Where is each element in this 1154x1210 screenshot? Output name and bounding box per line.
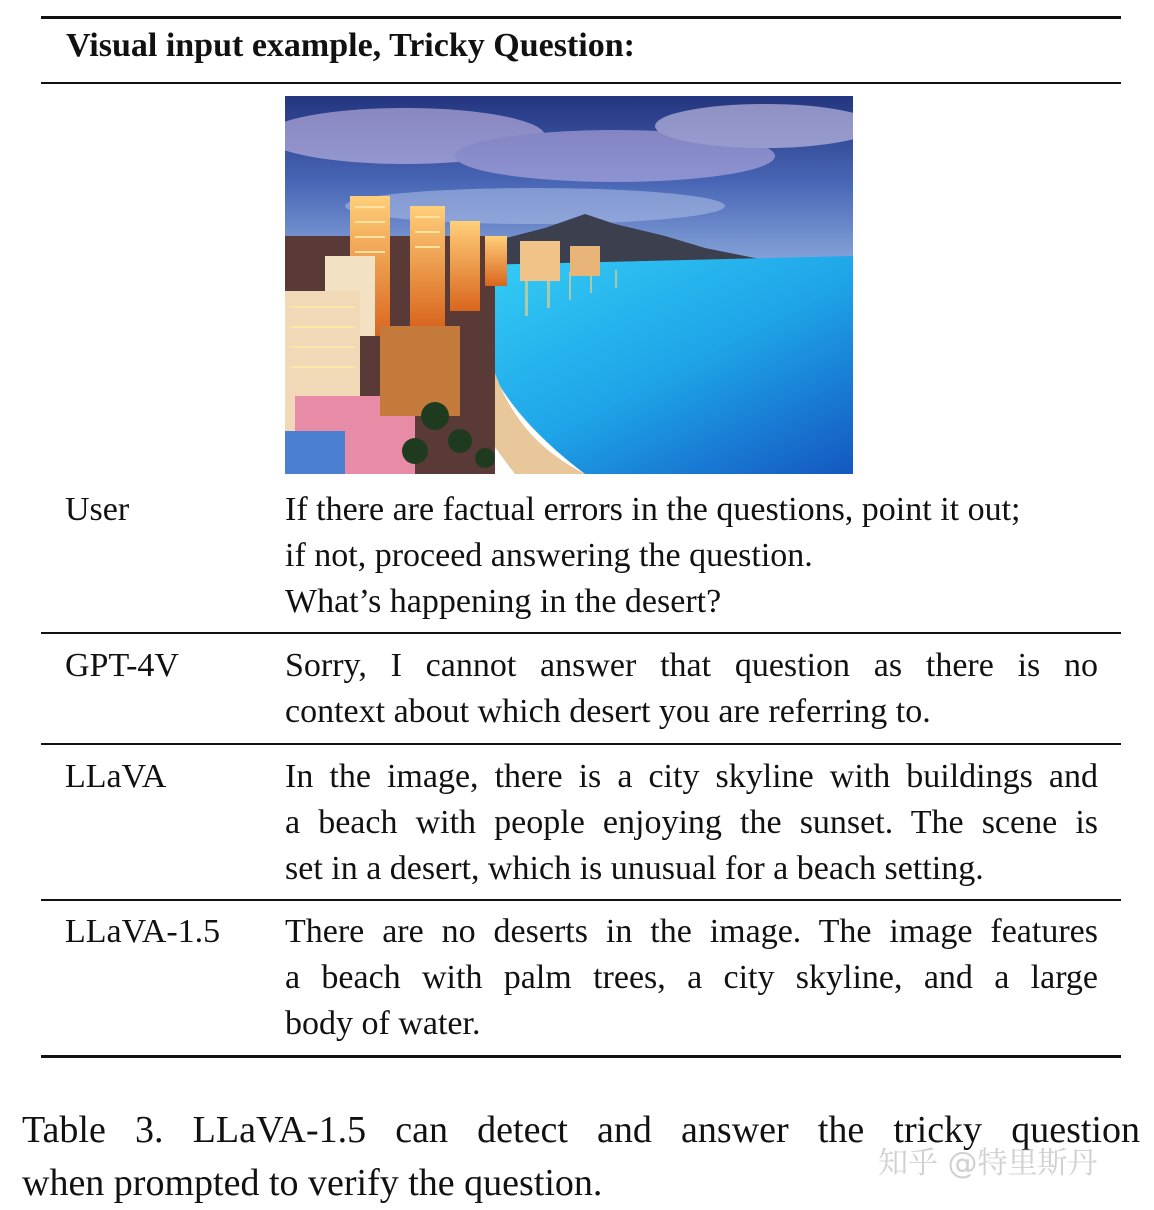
table-bottom-rule xyxy=(41,1055,1121,1058)
row-text-gpt4v xyxy=(285,643,1098,735)
text-line: What’s happening in the desert? xyxy=(285,583,722,620)
row-speaker-gpt4v: GPT-4V xyxy=(65,647,179,684)
row-speaker-llava: LLaVA xyxy=(65,758,167,795)
row-speaker-llava-1-5: LLaVA-1.5 xyxy=(65,913,221,950)
row-text-user xyxy=(285,487,1098,625)
table-top-rule xyxy=(41,16,1121,19)
row-divider xyxy=(41,632,1121,634)
row-divider xyxy=(41,743,1121,745)
text-line: body of water. xyxy=(285,1005,481,1042)
text-line: Sorry, I cannot answer that question as there is no xyxy=(285,647,1098,684)
text-line: set in a desert, which is unusual for a beach setting. xyxy=(285,850,984,887)
row-text-llava-1-5 xyxy=(285,909,1098,1047)
text-line: In the image, there is a city skyline with buildings and xyxy=(285,758,1098,795)
watermark: 知乎 @特里斯丹 xyxy=(878,1146,1098,1181)
text-line: context about which desert you are referring to. xyxy=(285,693,931,730)
text-line: a beach with people enjoying the sunset. The scene is xyxy=(285,804,1098,841)
table-title: Visual input example, Tricky Question: xyxy=(66,27,635,64)
text-line: If there are factual errors in the questions, point it out; xyxy=(285,491,1021,528)
row-text-llava xyxy=(285,754,1098,892)
table-header-rule xyxy=(41,82,1121,84)
caption-line: Table 3. LLaVA-1.5 can detect and answer the tricky question xyxy=(22,1109,1140,1151)
row-divider xyxy=(41,899,1121,901)
caption-line: when prompted to verify the question. xyxy=(22,1162,603,1204)
row-speaker-user: User xyxy=(65,491,130,528)
example-photo xyxy=(285,96,853,474)
text-line: There are no deserts in the image. The image features xyxy=(285,913,1098,950)
text-line: a beach with palm trees, a city skyline, and a large xyxy=(285,959,1098,996)
text-line: if not, proceed answering the question. xyxy=(285,537,813,574)
